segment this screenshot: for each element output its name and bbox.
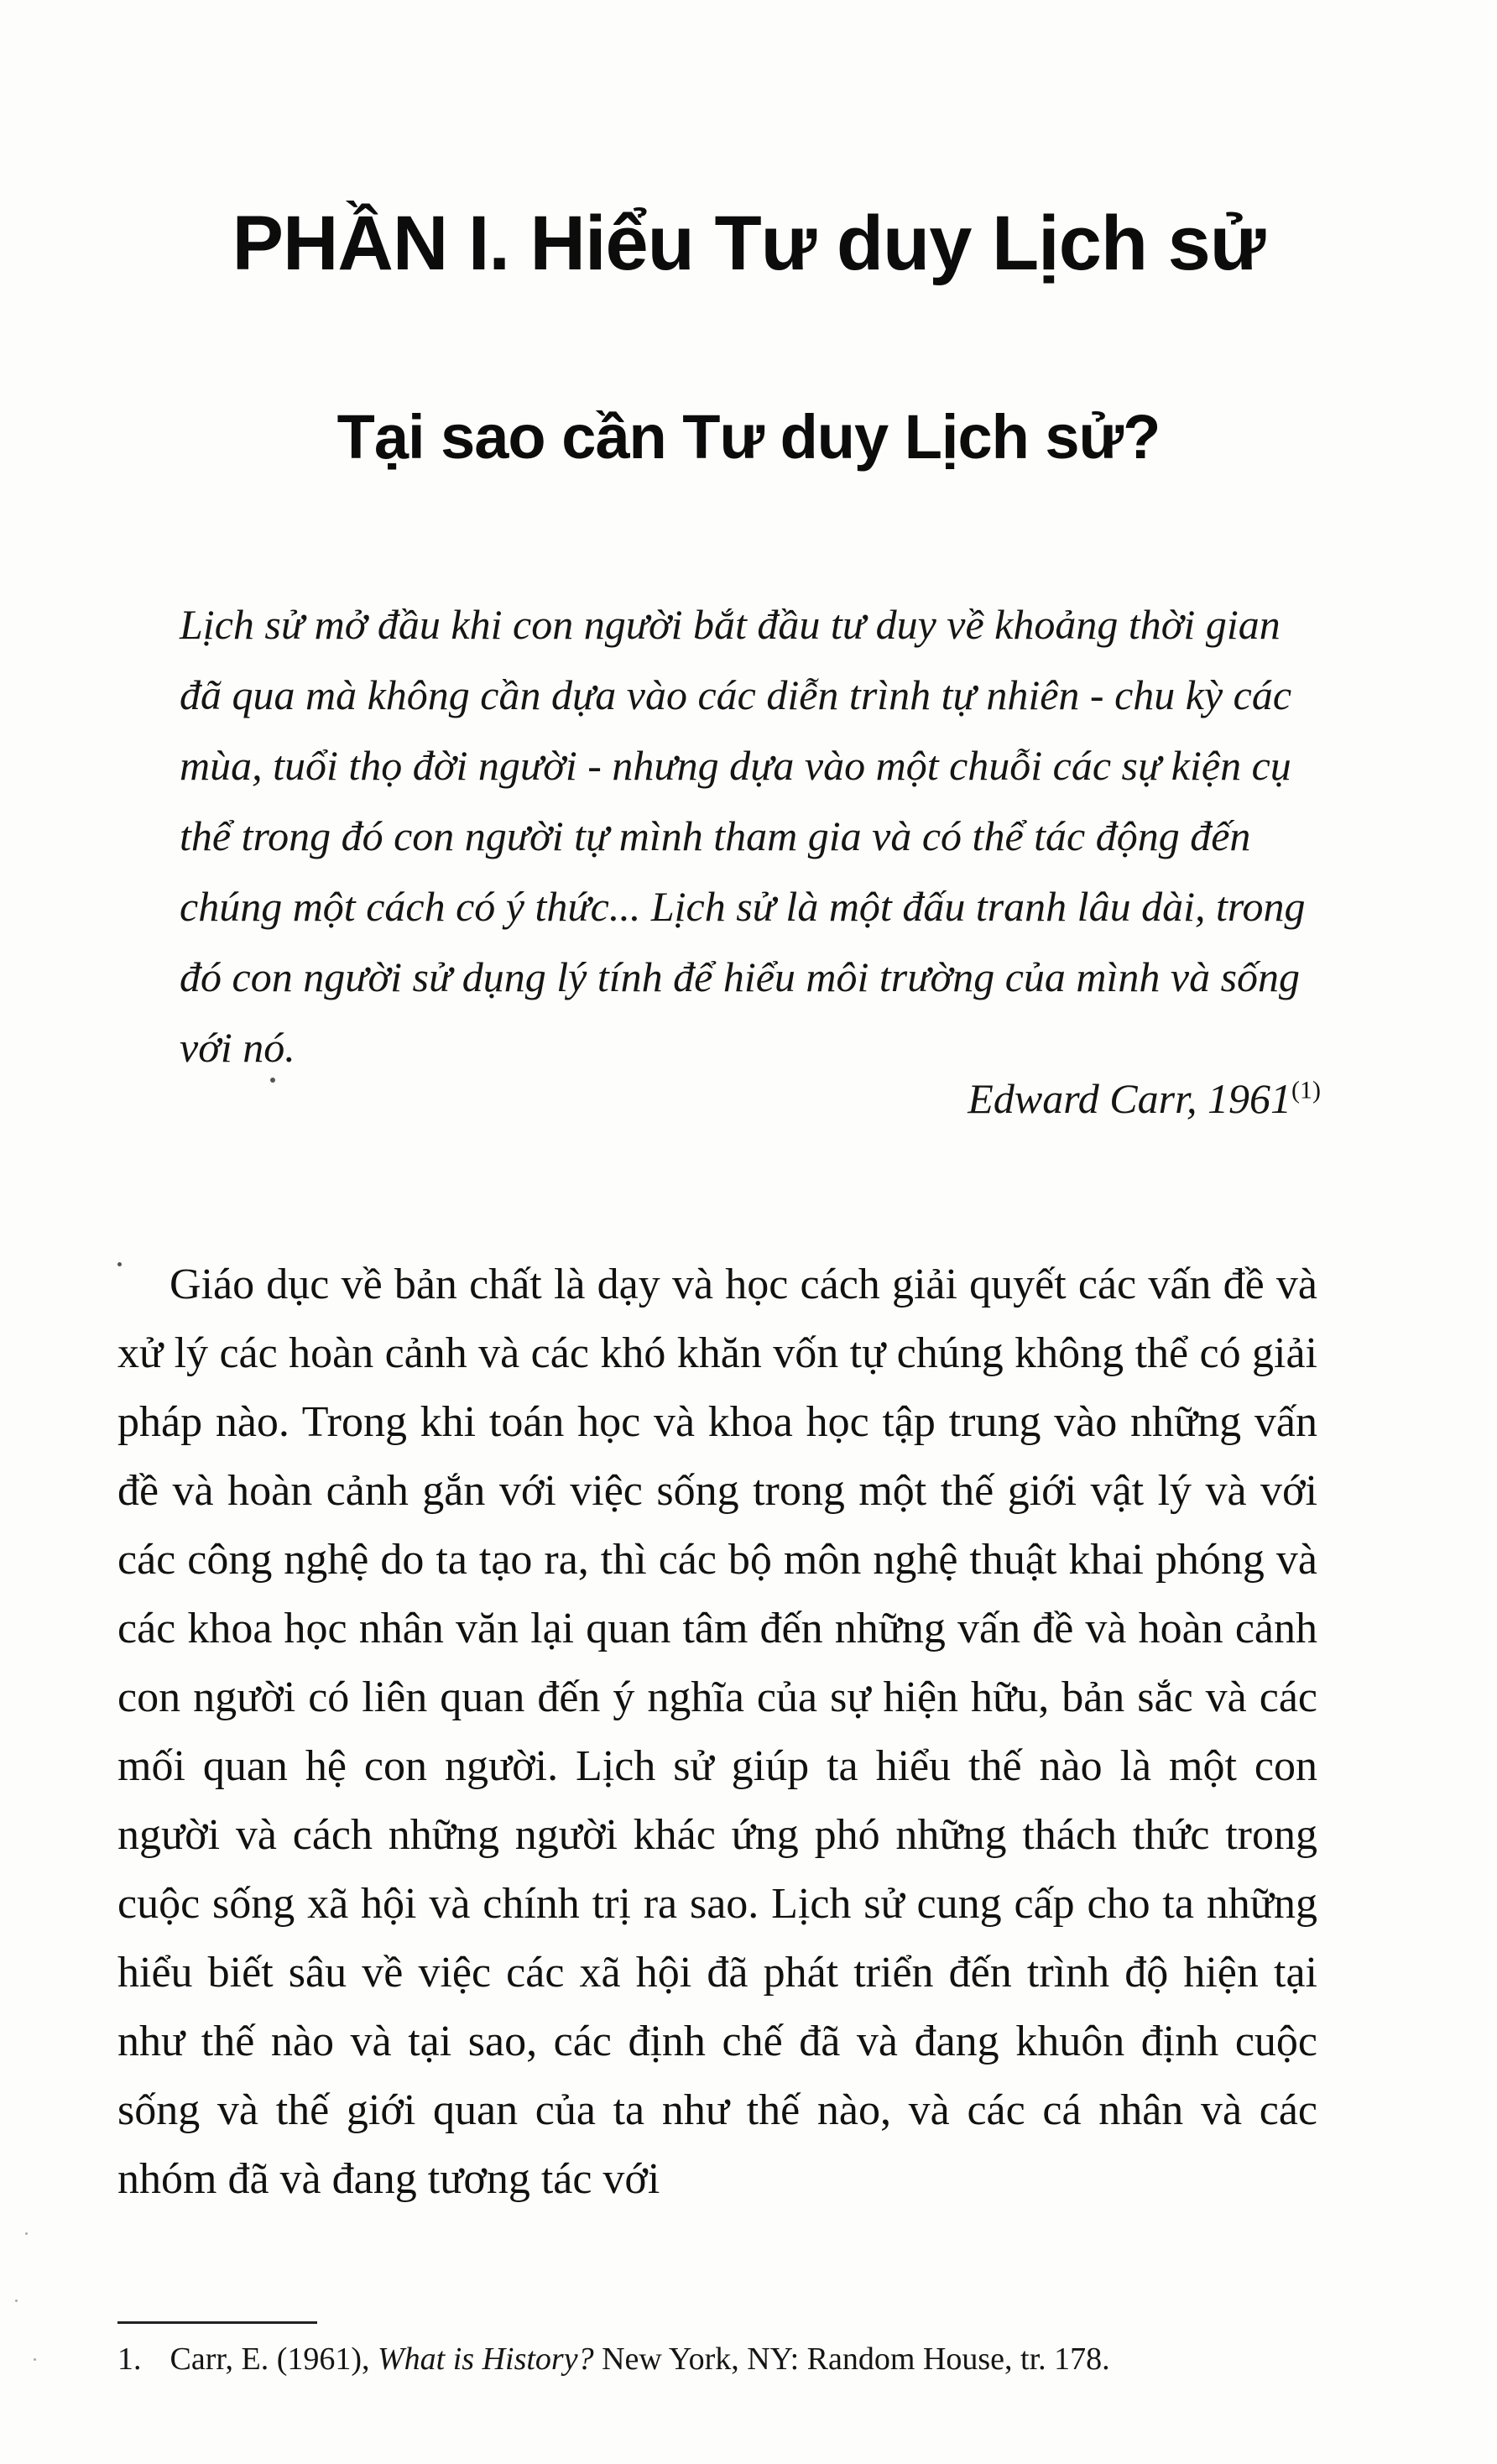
scan-speck (25, 2232, 28, 2235)
chapter-title: Tại sao cần Tư duy Lịch sử? (336, 402, 1161, 472)
body-paragraph: Giáo dục về bản chất là dạy và học cách giải quyết các vấn đề và xử lý các hoàn cảnh và các khó khăn vốn tự chúng không thể có giải pháp nào. Trong khi toán học và khoa học tập trung vào những vấn đề và hoàn cảnh gắn với việc sống trong một thế giới vật lý và với các công nghệ do ta tạo ra, thì các bộ môn nghệ thuật khai phóng và các khoa học nhân văn lại quan tâm đến những vấn đề và hoàn cảnh con người có liên quan đến ý nghĩa của sự hiện hữu, bản sắc và các mối quan hệ con người. Lịch sử giúp ta hiểu thế nào là một con người và cách những người khác ứng phó những thách thức trong cuộc sống xã hội và chính trị ra sao. Lịch sử cung cấp cho ta những hiểu biết sâu về việc các xã hội đã phát triển đến trình độ hiện tại như thế nào và tại sao, các định chế đã và đang khuôn định cuộc sống và thế giới quan của ta như thế nào, và các cá nhân và các nhóm đã và đang tương tác với (117, 1261, 1317, 2203)
footnote-number: 1. (117, 2341, 142, 2377)
scan-speck (270, 1078, 275, 1083)
scan-speck (34, 2358, 36, 2361)
epigraph-text: Lịch sử mở đầu khi con người bắt đầu tư duy về khoảng thời gian đã qua mà không cần dựa vào các diễn trình tự nhiên - chu kỳ các mùa, tuổi thọ đời người - nhưng dựa vào một chuỗi các sự kiện cụ thể trong đó con người tự mình tham gia và có thể tác động đến chúng một cách có ý thức... Lịch sử là một đấu tranh lâu dài, trong đó con người sử dụng lý tính để hiểu môi trường của mình và sống với nó. (180, 601, 1306, 1071)
footnote-divider (117, 2321, 317, 2324)
epigraph-quote (180, 589, 1329, 1083)
part-title: PHẦN I. Hiểu Tư duy Lịch sử (232, 201, 1265, 286)
scan-speck (15, 2300, 18, 2302)
footnote-book-title: What is History? (378, 2341, 594, 2377)
body-text (117, 1250, 1317, 2214)
footnote (117, 2338, 1317, 2380)
epigraph-author: Edward Carr, 1961 (968, 1075, 1292, 1122)
scan-speck (117, 1262, 122, 1266)
footnote-reference: (1) (1291, 1076, 1321, 1104)
epigraph-attribution (968, 1074, 1321, 1123)
footnote-prefix: Carr, E. (1961), (170, 2341, 370, 2377)
footnote-suffix: New York, NY: Random House, tr. 178. (602, 2341, 1110, 2377)
